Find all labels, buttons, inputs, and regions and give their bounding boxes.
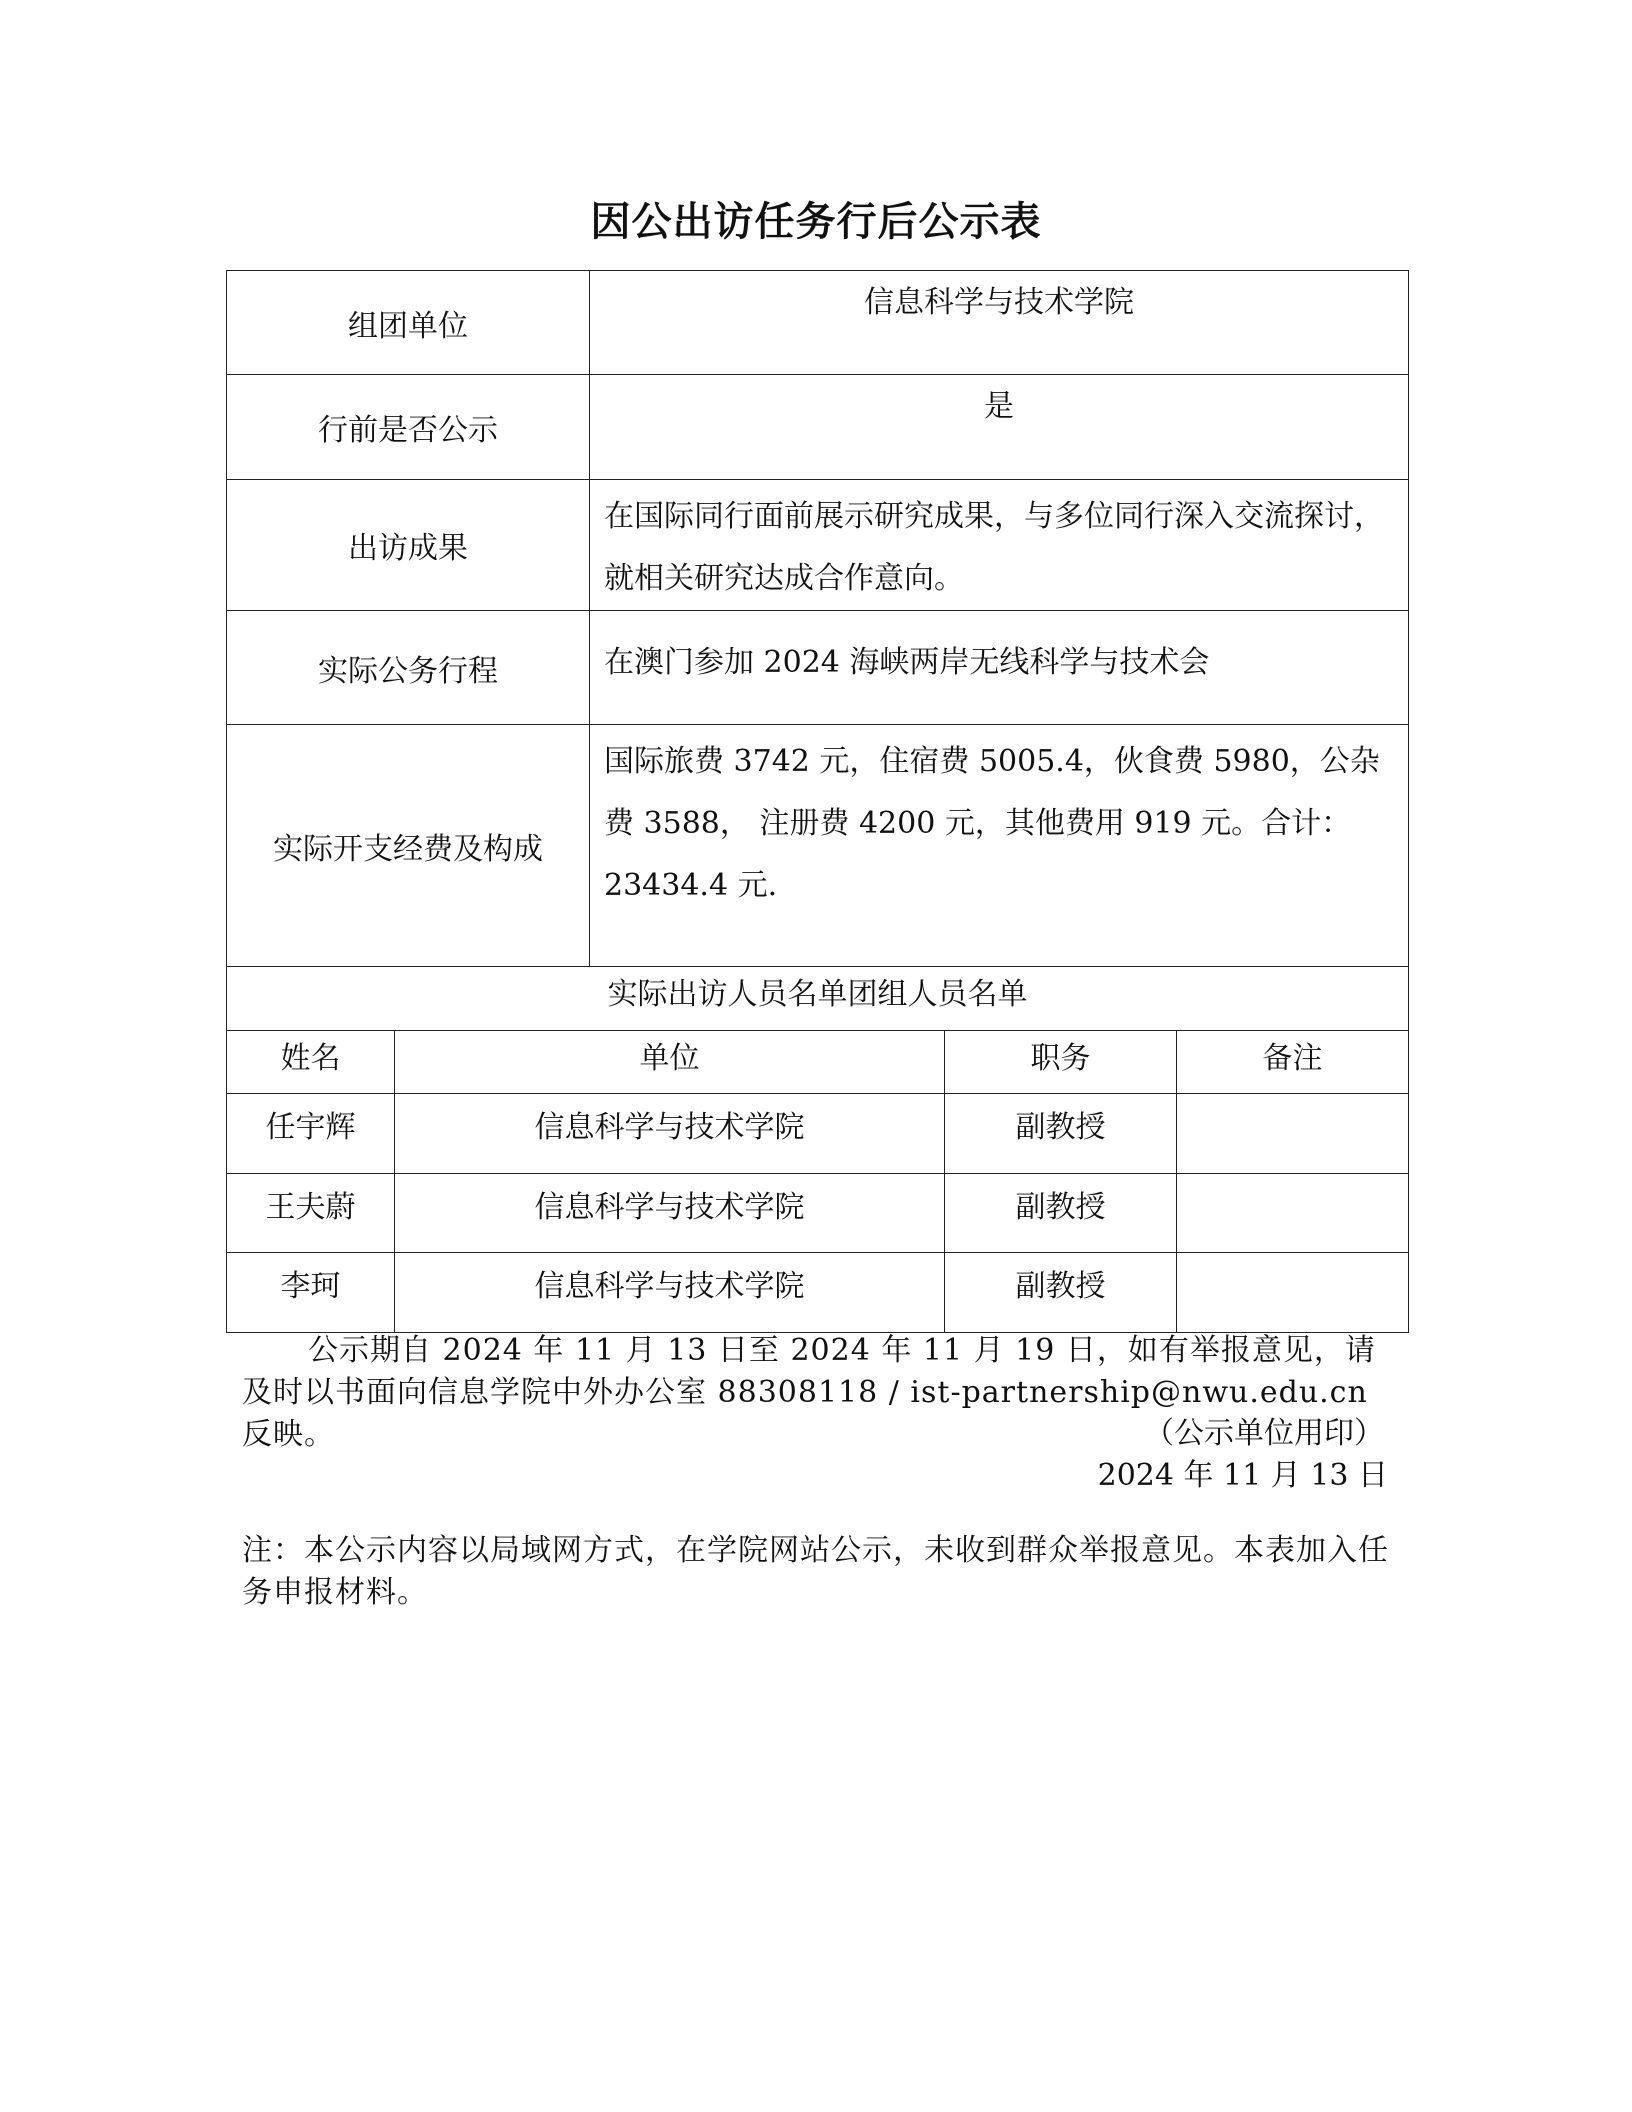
member-unit: 信息科学与技术学院 (395, 1094, 945, 1174)
row-label: 行前是否公示 (227, 375, 590, 480)
table-row (227, 725, 1409, 967)
row-value: 是 (590, 375, 1409, 480)
notice-paragraph: 公示期自 2024 年 11 月 13 日至 2024 年 11 月 19 日，如有举报意见，请及时以书面向信息学院中外办公室 88308118 / ist-partnership@nwu.edu.cn 反映。 (242, 1333, 1376, 1452)
row-label: 出访成果 (227, 480, 590, 611)
page-title: 因公出访任务行后公示表 (590, 198, 1042, 245)
member-name: 李珂 (227, 1253, 395, 1333)
member-name: 任宇辉 (227, 1094, 395, 1174)
member-row (227, 1094, 1409, 1174)
members-title: 实际出访人员名单团组人员名单 (227, 967, 1409, 1031)
member-name: 王夫蔚 (227, 1174, 395, 1253)
member-row (227, 1253, 1409, 1333)
member-position: 副教授 (945, 1094, 1177, 1174)
member-row (227, 1174, 1409, 1253)
row-label: 实际公务行程 (227, 611, 590, 725)
row-label: 实际开支经费及构成 (227, 725, 590, 967)
notice-date: 2024 年 11 月 13 日 (1097, 1458, 1388, 1493)
table-row (227, 375, 1409, 480)
row-value: 信息科学与技术学院 (590, 271, 1409, 375)
row-value: 在澳门参加 2024 海峡两岸无线科学与技术会 (590, 611, 1409, 725)
row-label: 组团单位 (227, 271, 590, 375)
header-remark: 备注 (1177, 1031, 1409, 1094)
header-name: 姓名 (227, 1031, 395, 1094)
table-row (227, 480, 1409, 611)
seal-text: （公示单位用印） (1144, 1416, 1384, 1451)
header-unit: 单位 (395, 1031, 945, 1094)
row-value: 在国际同行面前展示研究成果，与多位同行深入交流探讨，就相关研究达成合作意向。 (590, 480, 1409, 611)
table-row (227, 611, 1409, 725)
header-position: 职务 (945, 1031, 1177, 1094)
members-title-row (227, 967, 1409, 1031)
table-row (227, 271, 1409, 375)
member-unit: 信息科学与技术学院 (395, 1253, 945, 1333)
disclosure-table (226, 270, 1409, 1333)
member-position: 副教授 (945, 1174, 1177, 1253)
row-value: 国际旅费 3742 元，住宿费 5005.4，伙食费 5980，公杂费 3588， 注册费 4200 元，其他费用 919 元。合计：23434.4 元. (590, 725, 1409, 967)
note-paragraph: 注：本公示内容以局域网方式，在学院网站公示，未收到群众举报意见。本表加入任务申报材料。 (242, 1533, 1389, 1610)
member-remark (1177, 1094, 1409, 1174)
member-unit: 信息科学与技术学院 (395, 1174, 945, 1253)
member-position: 副教授 (945, 1253, 1177, 1333)
members-header-row (227, 1031, 1409, 1094)
member-remark (1177, 1253, 1409, 1333)
member-remark (1177, 1174, 1409, 1253)
